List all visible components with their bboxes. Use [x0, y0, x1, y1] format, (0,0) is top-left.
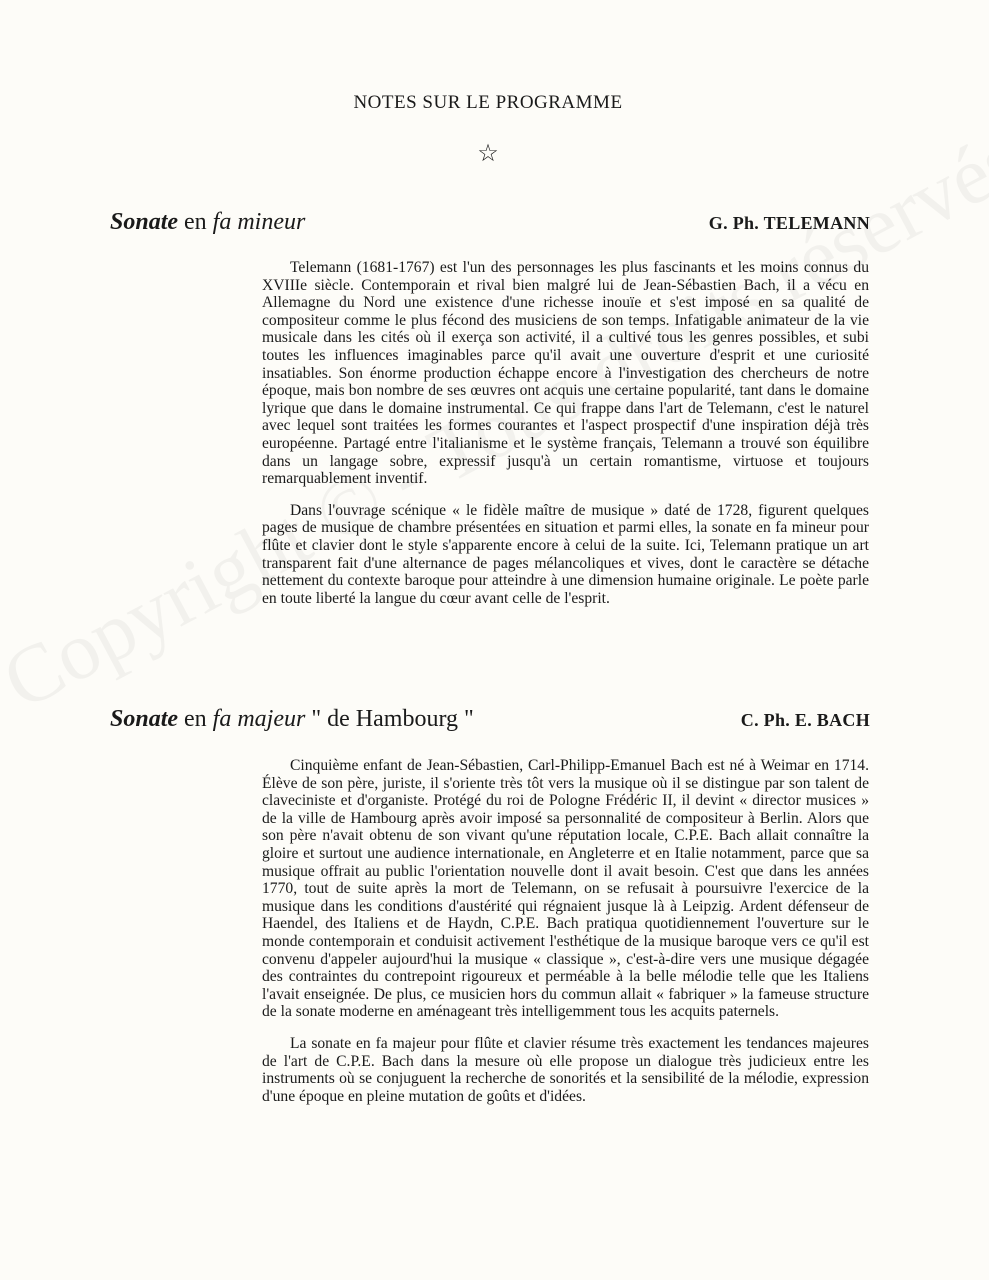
composer-name: G. Ph. TELEMANN [708, 213, 870, 233]
notes-paragraph: Cinquième enfant de Jean-Sébastien, Carl-Philipp-Emanuel Bach est né à Weimar en 1714. Élève de son père, juriste, il s'oriente très tôt vers la musique où il se distingue par son talent de claveciniste et d'organiste. Protégé du roi de Pologne Frédéric II, il devint « director musices » de la ville de Hambourg après avoir imposé sa personnalité de compositeur à Berlin. Alors que son père n'avait obtenu de son vivant qu'une réputation locale, C.P.E. Bach allait connaître la gloire et surtout une audience internationale, en Angleterre et en Italie notamment, parce que sa musique offrait au public l'orientation nouvelle dont il avait besoin. C'est que dans les années 1770, tout de suite après la mort de Telemann, on se refusait à poursuivre l'exercice de la musique dans les conditions d'austérité qui régnaient jusque là à Leipzig. Ardent défenseur de Haendel, des Italiens et de Haydn, C.P.E. Bach pratiqua quotidiennement l'ouverture sur le monde contemporain et conduisit activement l'esthétique de la musique baroque vers ce qu'il est convenu d'appeler aujourd'hui la musique « classique », c'est-à-dire vers une musique dégagée des contraintes du contrepoint rigoureux et perméable à la belle mélodie telle que les Italiens l'avait enseignée. De plus, ce musicien hors du commun allait « fabriquer » la fameuse structure de la sonate moderne en aménageant très intelligemment tous les acquits paternels. [262, 757, 869, 1021]
piece-title-en: en [184, 209, 207, 235]
piece-notes-bach [262, 757, 869, 1119]
piece-title [110, 209, 305, 236]
piece-title-rest: " de Hambourg " [305, 706, 474, 732]
piece-title-key: fa mineur [212, 209, 306, 235]
piece-title [110, 706, 474, 733]
star-ornament-icon: ☆ [477, 141, 499, 167]
piece-title-key: fa majeur [212, 706, 306, 732]
piece-header-bach [110, 703, 870, 733]
piece-header-telemann [110, 206, 870, 236]
notes-paragraph: Telemann (1681-1767) est l'un des personnages les plus fascinants et les moins connus du XVIIIe siècle. Contemporain et rival bien malgré lui de Jean-Sébastien Bach, il a vécu en Allemagne du Nord une existence d'une richesse inouïe et s'est imposé en sa qualité de compositeur comme le plus fécond des musiciens de son temps. Infatigable animateur de la vie musicale dans les cités où il exerça son activité, il a cultivé tous les genres possibles, et subi toutes les influences imaginables parce qu'il avait une ouverture d'esprit et une curiosité insatiables. Son énorme production échappe encore à l'investigation des chercheurs de notre époque, mais bon nombre de ses œuvres ont acquis une certaine popularité, tant dans le domaine lyrique que dans le domaine instrumental. Ce qui frappe dans l'art de Telemann, c'est le naturel avec lequel sont traitées les formes courantes et l'aspect prospectif d'une inspiration déjà très européenne. Partagé entre l'italianisme et le système français, Telemann a trouvé son équilibre dans un langage sobre, expressif jusqu'à un certain romantisme, virtuose et toujours remarquablement inventif. [262, 259, 869, 488]
page-title: NOTES SUR LE PROGRAMME [353, 92, 623, 113]
piece-title-sonate: Sonate [110, 209, 179, 235]
composer-name: C. Ph. E. BACH [740, 710, 870, 730]
notes-paragraph: Dans l'ouvrage scénique « le fidèle maître de musique » daté de 1728, figurent quelques pages de musique de chambre présentées en situation et parmi elles, la sonate en fa mineur pour flûte et clavier dont le style s'apparente encore à celui de la suite. Ici, Telemann pratique un art transparent fait d'une alternance de pages mélancoliques et vives, dont le caractère se détache nettement du contexte baroque pour atteindre à une dimension humaine originale. Le poète parle en toute liberté la langue du cœur avant celle de l'esprit. [262, 501, 869, 607]
piece-title-sonate: Sonate [110, 706, 179, 732]
piece-title-en: en [184, 706, 207, 732]
piece-notes-telemann [262, 259, 869, 621]
notes-paragraph: La sonate en fa majeur pour flûte et clavier résume très exactement les tendances majeures de l'art de C.P.E. Bach dans la mesure où elle propose un dialogue très judicieux entre les instruments où se conjuguent la recherche de sonorités et la sensibilité de la mélodie, expression d'une époque en pleine mutation de goûts et d'idées. [262, 1034, 869, 1105]
